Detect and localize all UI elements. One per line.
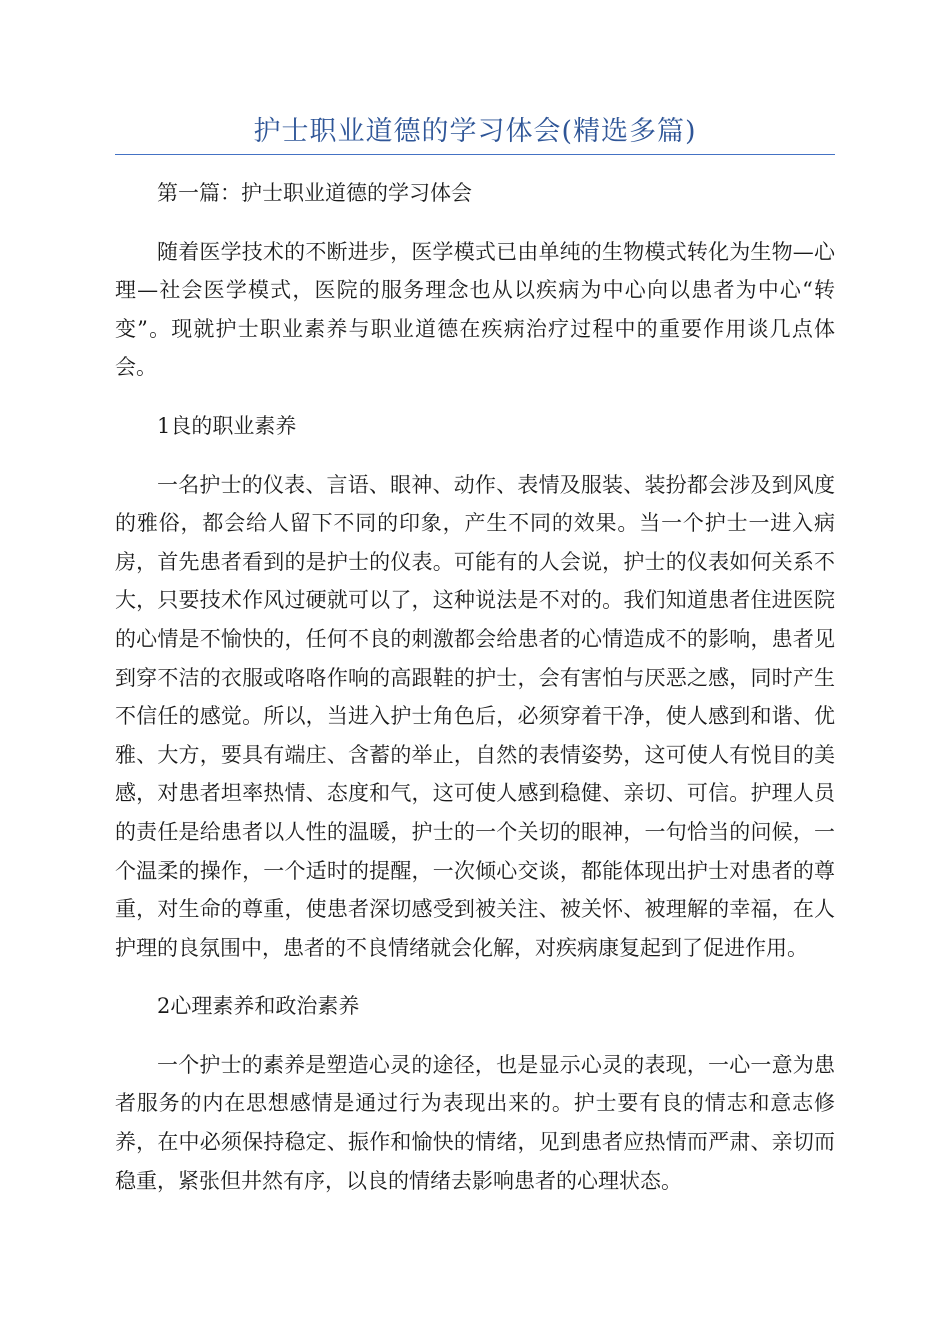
paragraph-professional-quality: 一名护士的仪表、言语、眼神、动作、表情及服装、装扮都会涉及到风度的雅俗，都会给人留下不同的印象，产生不同的效果。当一个护士一进入病房，首先患者看到的是护士的仪表。可能有的人会说，护士的仪表如何关系不大，只要技术作风过硬就可以了，这种说法是不对的。我们知道患者住进医院的心情是不愉快的，任何不良的刺激都会给患者的心情造成不的影响，患者见到穿不洁的衣服或咯咯作响的高跟鞋的护士，会有害怕与厌恶之感，同时产生不信任的感觉。所以，当进入护士角色后，必须穿着干净，使人感到和谐、优雅、大方，要具有端庄、含蓄的举止，自然的表情姿势，这可使人有悦目的美感，对患者坦率热情、态度和气，这可使人感到稳健、亲切、可信。护理人员的责任是给患者以人性的温暖，护士的一个关切的眼神，一句恰当的问候，一个温柔的操作，一个适时的提醒，一次倾心交谈，都能体现出护士对患者的尊重，对生命的尊重，使患者深切感受到被关注、被关怀、被理解的幸福，在人护理的良氛围中，患者的不良情绪就会化解，对疾病康复起到了促进作用。 <box>115 472 835 960</box>
document-body <box>115 174 835 1220</box>
paragraph-intro: 随着医学技术的不断进步，医学模式已由单纯的生物模式转化为生物—心理—社会医学模式，医院的服务理念也从以疾病为中心向以患者为中心“转变”。现就护士职业素养与职业道德在疾病治疗过程中的重要作用谈几点体会。 <box>115 239 835 380</box>
section-heading-psychological-quality: 2心理素养和政治素养 <box>157 994 360 1019</box>
paragraph-psychological-quality: 一个护士的素养是塑造心灵的途径，也是显示心灵的表现，一心一意为患者服务的内在思想感情是通过行为表现出来的。护士要有良的情志和意志修养，在中必须保持稳定、振作和愉快的情绪，见到患者应热情而严肃、亲切而稳重，紧张但井然有序，以良的情绪去影响患者的心理状态。 <box>115 1052 835 1193</box>
section-heading-chapter-one: 第一篇：护士职业道德的学习体会 <box>157 181 472 205</box>
title-underline <box>115 154 835 155</box>
document-title: 护士职业道德的学习体会(精选多篇) <box>253 116 697 147</box>
section-heading-professional-quality: 1良的职业素养 <box>157 413 297 438</box>
